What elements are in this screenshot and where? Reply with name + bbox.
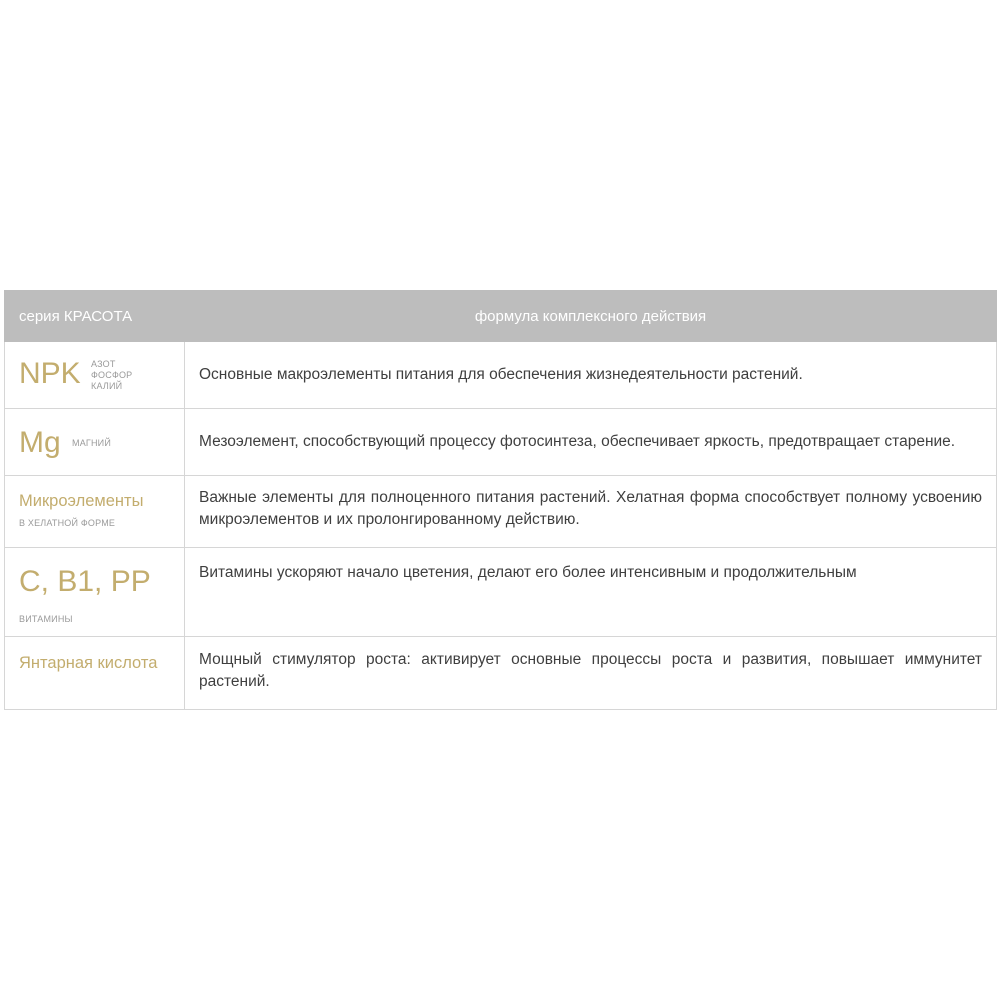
component-description: Витамины ускоряют начало цветения, делают его более интенсивным и продолжительным: [185, 548, 997, 637]
component-name-cell: [5, 342, 185, 409]
component-note-line: АЗОТ: [91, 359, 116, 369]
table-row: [5, 409, 997, 476]
component-symbol: C, B1, PP: [19, 565, 151, 598]
component-description: Основные макроэлементы питания для обеспечения жизнедеятельности растений.: [185, 342, 997, 409]
component-note: МАГНИЙ: [72, 438, 112, 448]
component-description: Мезоэлемент, способствующий процессу фотосинтеза, обеспечивает яркость, предотвращает старение.: [185, 409, 997, 476]
component-name-cell: [5, 476, 185, 548]
table-row: [5, 476, 997, 548]
component-name: Микроэлементы: [19, 492, 144, 510]
formula-table: [4, 290, 997, 710]
component-note-line: КАЛИЙ: [91, 381, 123, 391]
header-series: серия КРАСОТА: [5, 291, 185, 342]
component-name-cell: [5, 409, 185, 476]
component-name-cell: [5, 637, 185, 710]
table-row: [5, 548, 997, 637]
component-note-line: ФОСФОР: [91, 370, 133, 380]
table-header-row: [5, 291, 997, 342]
header-formula: формула комплексного действия: [185, 291, 997, 342]
component-name-cell: [5, 548, 185, 637]
component-symbol: NPK: [19, 357, 81, 390]
component-note: [91, 359, 132, 392]
table-row: [5, 342, 997, 409]
component-symbol: Mg: [19, 426, 61, 459]
component-description: Важные элементы для полноценного питания растений. Хелатная форма способствует полному усвоению микроэлементов и их пролонгированному действию.: [185, 476, 997, 548]
component-name: Янтарная кислота: [19, 654, 158, 672]
table-row: [5, 637, 997, 710]
component-note: ВИТАМИНЫ: [19, 614, 73, 624]
component-note: В ХЕЛАТНОЙ ФОРМЕ: [19, 518, 116, 528]
component-description: Мощный стимулятор роста: активирует основные процессы роста и развития, повышает иммунитет растений.: [185, 637, 997, 710]
